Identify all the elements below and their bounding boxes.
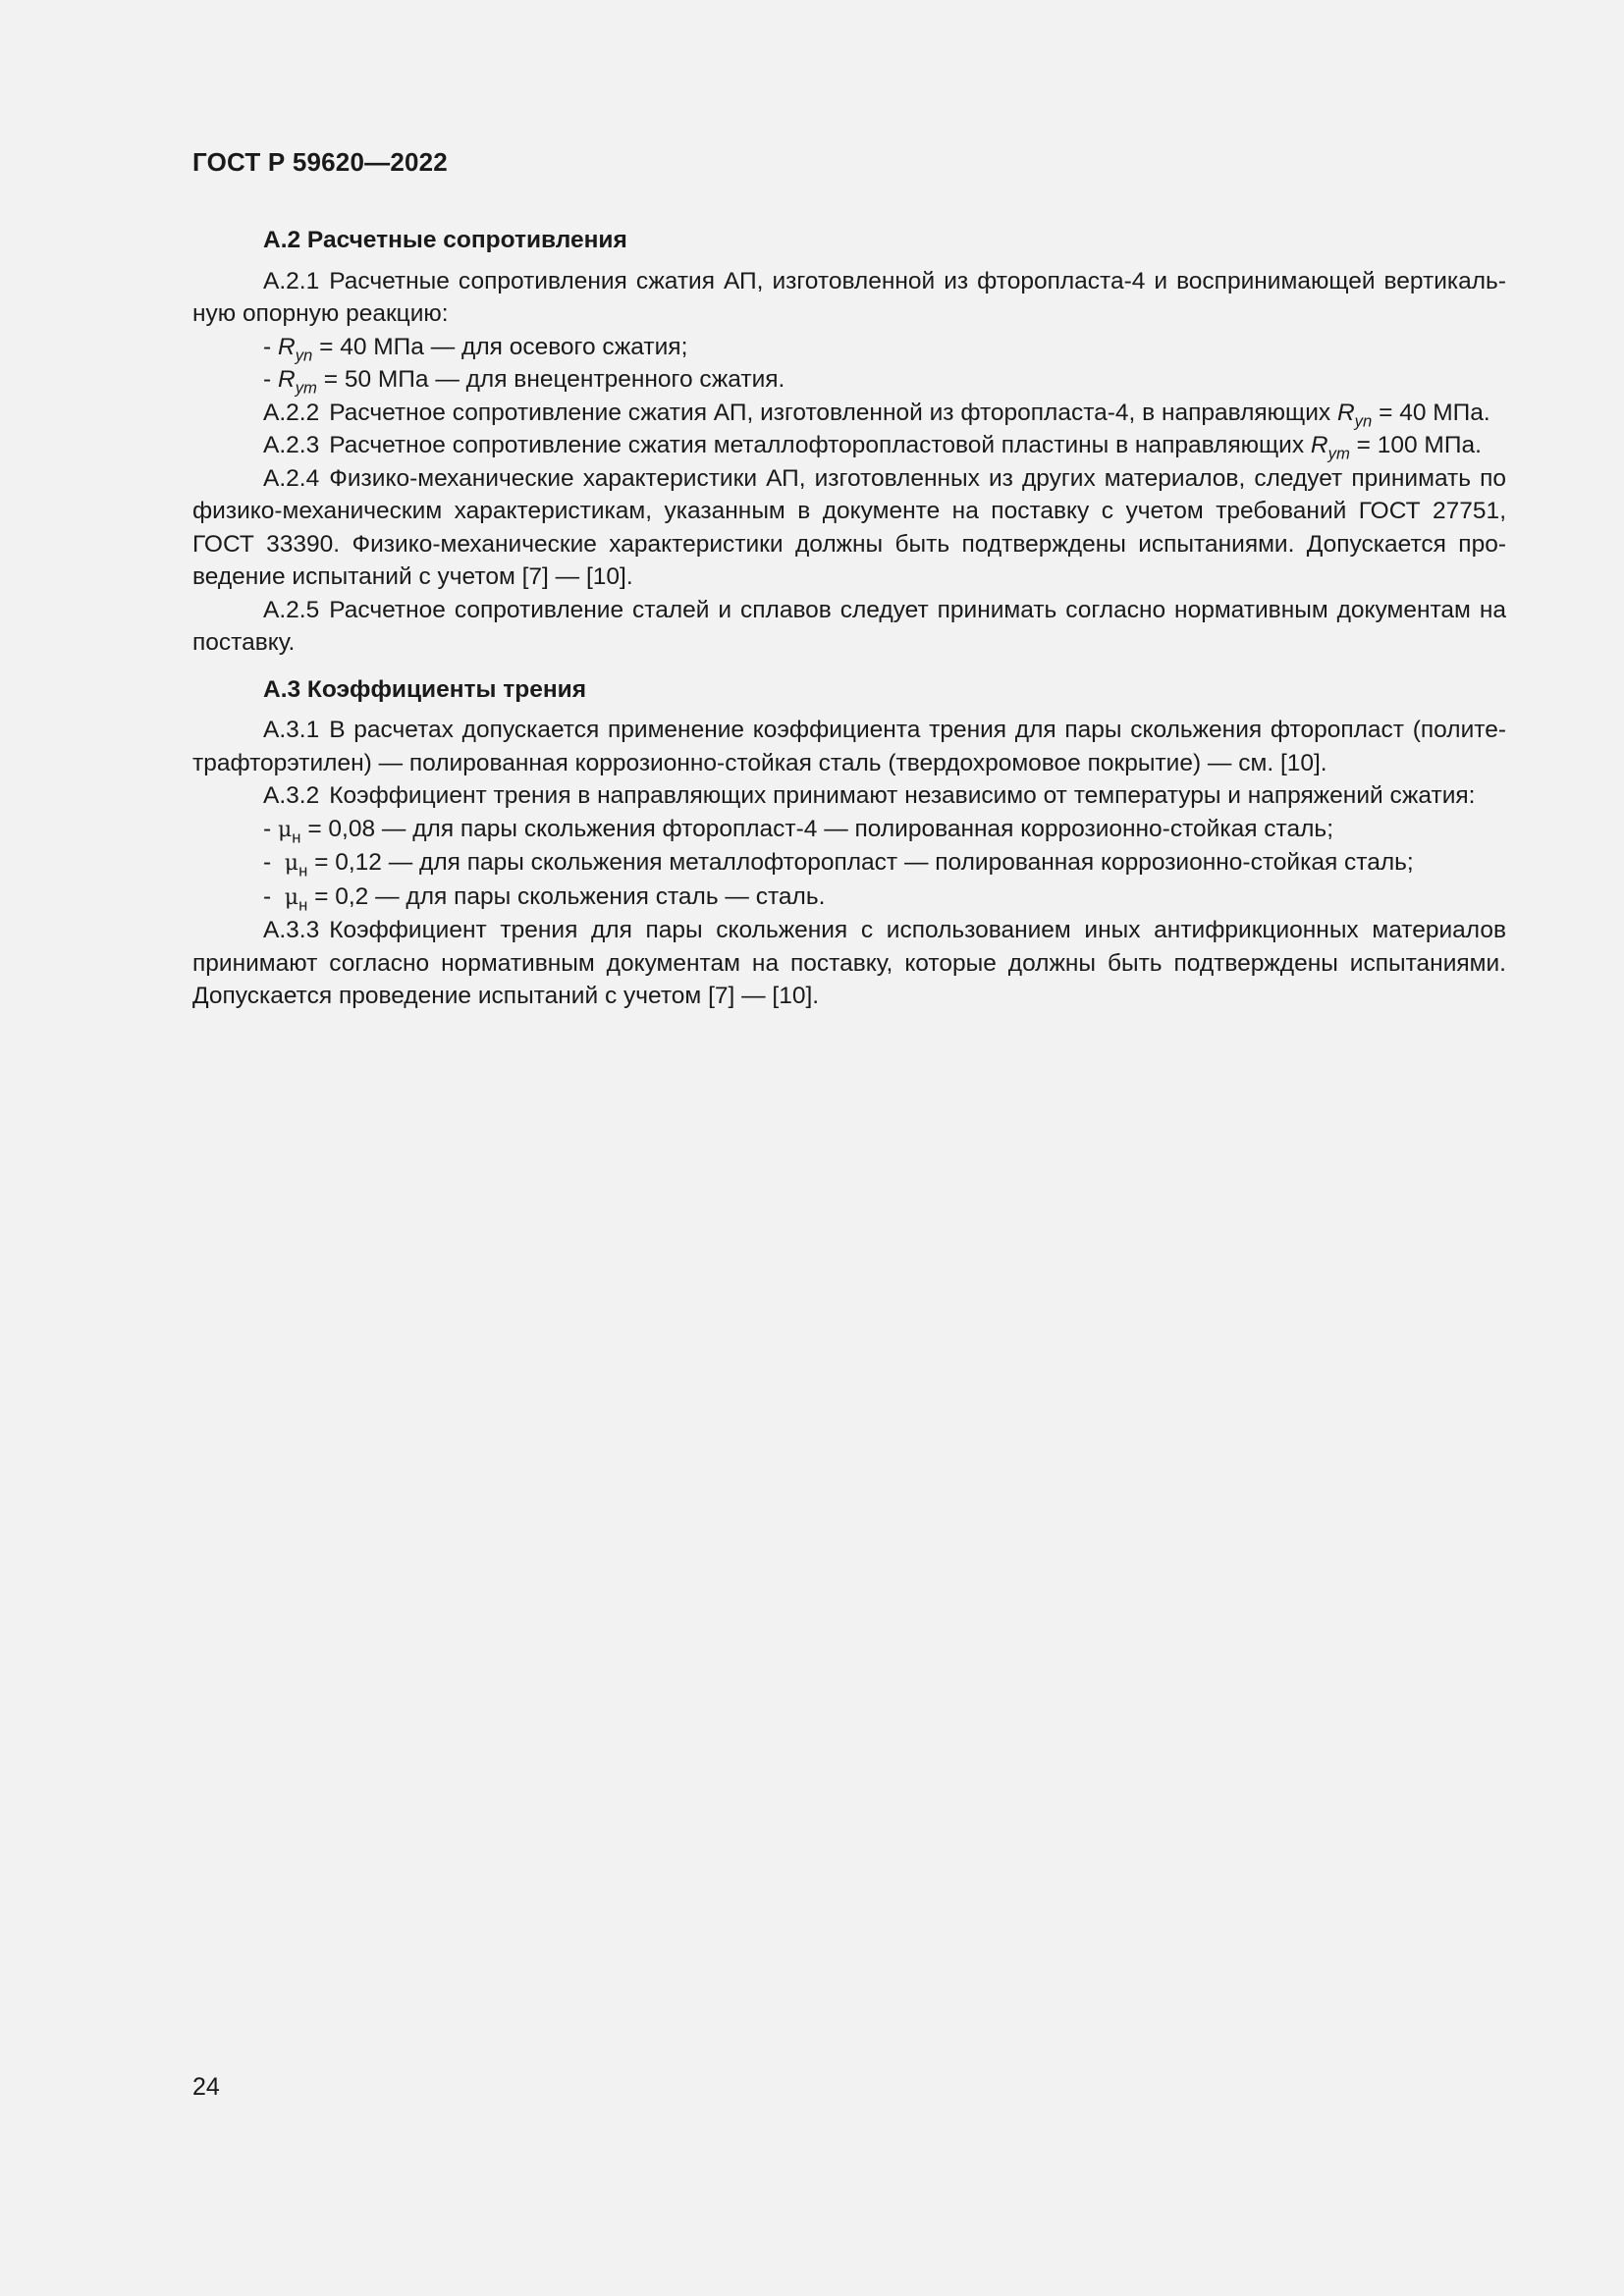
symbol-subscript: ym — [1327, 444, 1350, 463]
clause-number: А.3.1 — [263, 717, 320, 743]
clause-number: А.3.2 — [263, 782, 320, 809]
bullet-dash: - — [263, 815, 272, 842]
clause-number: А.2.3 — [263, 432, 320, 458]
paragraph-text-after: = 100 МПа. — [1356, 432, 1482, 458]
symbol-subscript: yn — [295, 346, 313, 365]
clause-number: А.3.3 — [263, 917, 320, 943]
paragraph-text: В расчетах допускается применение коэффициента трения для пары скольжения фторопласт (политетрафторэтилен) — полированная коррозионно-стойкая сталь (твердохромовое покрытие) — см. [10]. — [192, 717, 1506, 776]
bullet-mu-fluoroplast — [192, 813, 1506, 847]
bullet-text: = 0,12 — для пары скольжения металлофторопласт — полированная коррозионно-стойкая сталь; — [314, 849, 1414, 876]
bullet-mu-steel — [192, 881, 1506, 915]
symbol-r: R — [277, 333, 296, 360]
paragraph-a2-1 — [192, 265, 1506, 331]
symbol-mu: μ — [277, 817, 293, 842]
bullet-mu-metallofluoroplast — [192, 846, 1506, 881]
bullet-text: = 0,08 — для пары скольжения фторопласт-4 — полированная коррозионно-стойкая сталь; — [307, 815, 1333, 842]
section-a2-heading: А.2 Расчетные сопротивления — [263, 227, 627, 253]
paragraph-text: Коэффициент трения для пары скольжения с использованием иных антифрикционных материалов принимают согласно нормативным документам на поставку, которые должны быть подтверждены испытаниями. Допускается проведение испытаний с учетом [7] — [10]. — [192, 917, 1506, 1009]
bullet-text: = 50 МПа — для внецентренного сжатия. — [323, 366, 785, 393]
bullet-text: = 40 МПа — для осевого сжатия; — [319, 333, 688, 360]
symbol-subscript: ym — [295, 378, 317, 398]
symbol-subscript: н — [298, 895, 308, 915]
section-a3-heading: А.3 Коэффициенты трения — [263, 675, 587, 703]
clause-number: А.2.4 — [263, 464, 320, 492]
paragraph-text-after: = 40 МПа. — [1379, 399, 1490, 426]
paragraph-text: Физико-механические характеристики АП, изготовленных из других материалов, следует принимать по физико-механическим характеристикам, указанным в документе на поставку с учетом требований ГОСТ 27751, ГОСТ 33390. Физико-механические характеристики должны быть подтверждены испытаниями. Допускается проведение испытаний с учетом [7] — [10]. — [192, 464, 1506, 590]
clause-number: А.2.1 — [263, 267, 320, 294]
paragraph-a2-3 — [192, 429, 1506, 462]
paragraph-text: Расчетное сопротивление сжатия металлофторопластовой пластины в направляющих — [329, 432, 1305, 458]
symbol-mu: μ — [284, 884, 299, 910]
symbol-r: R — [277, 366, 296, 393]
bullet-dash: - — [263, 882, 272, 910]
paragraph-a2-2 — [192, 397, 1506, 430]
symbol-subscript: н — [298, 861, 308, 881]
paragraph-text: Расчетное сопротивление сжатия АП, изготовленной из фторопласта-4, в направляющих — [329, 399, 1331, 426]
document-header: ГОСТ Р 59620—2022 — [192, 147, 448, 177]
bullet-dash: - — [263, 366, 272, 393]
bullet-rym-eccentric — [192, 363, 1506, 397]
clause-number: А.2.2 — [263, 399, 320, 426]
bullet-text: = 0,2 — для пары скольжения сталь — сталь. — [314, 882, 826, 910]
bullet-ryn-axial — [192, 331, 1506, 364]
symbol-subscript: yn — [1354, 411, 1373, 431]
paragraph-a2-5 — [192, 594, 1506, 660]
paragraph-text: Расчетное сопротивление сталей и сплавов следует принимать согласно нормативным документам на поставку. — [192, 596, 1506, 656]
symbol-r: R — [1336, 399, 1355, 426]
clause-number: А.2.5 — [263, 596, 320, 623]
bullet-dash: - — [263, 849, 272, 876]
paragraph-a3-3 — [192, 914, 1506, 1013]
symbol-mu: μ — [284, 851, 299, 876]
symbol-subscript: н — [292, 828, 301, 847]
symbol-r: R — [1310, 432, 1328, 458]
paragraph-a3-2 — [192, 779, 1506, 813]
paragraph-a3-1 — [192, 714, 1506, 779]
paragraph-a2-4 — [192, 462, 1506, 594]
paragraph-text: Расчетные сопротивления сжатия АП, изготовленной из фторопласта-4 и воспринимающей вертикальную опорную реакцию: — [192, 267, 1506, 327]
bullet-dash: - — [263, 333, 272, 360]
paragraph-text: Коэффициент трения в направляющих принимают независимо от температуры и напряжений сжатия: — [329, 782, 1476, 809]
page-content — [192, 224, 1506, 1013]
page-number: 24 — [192, 2073, 220, 2101]
